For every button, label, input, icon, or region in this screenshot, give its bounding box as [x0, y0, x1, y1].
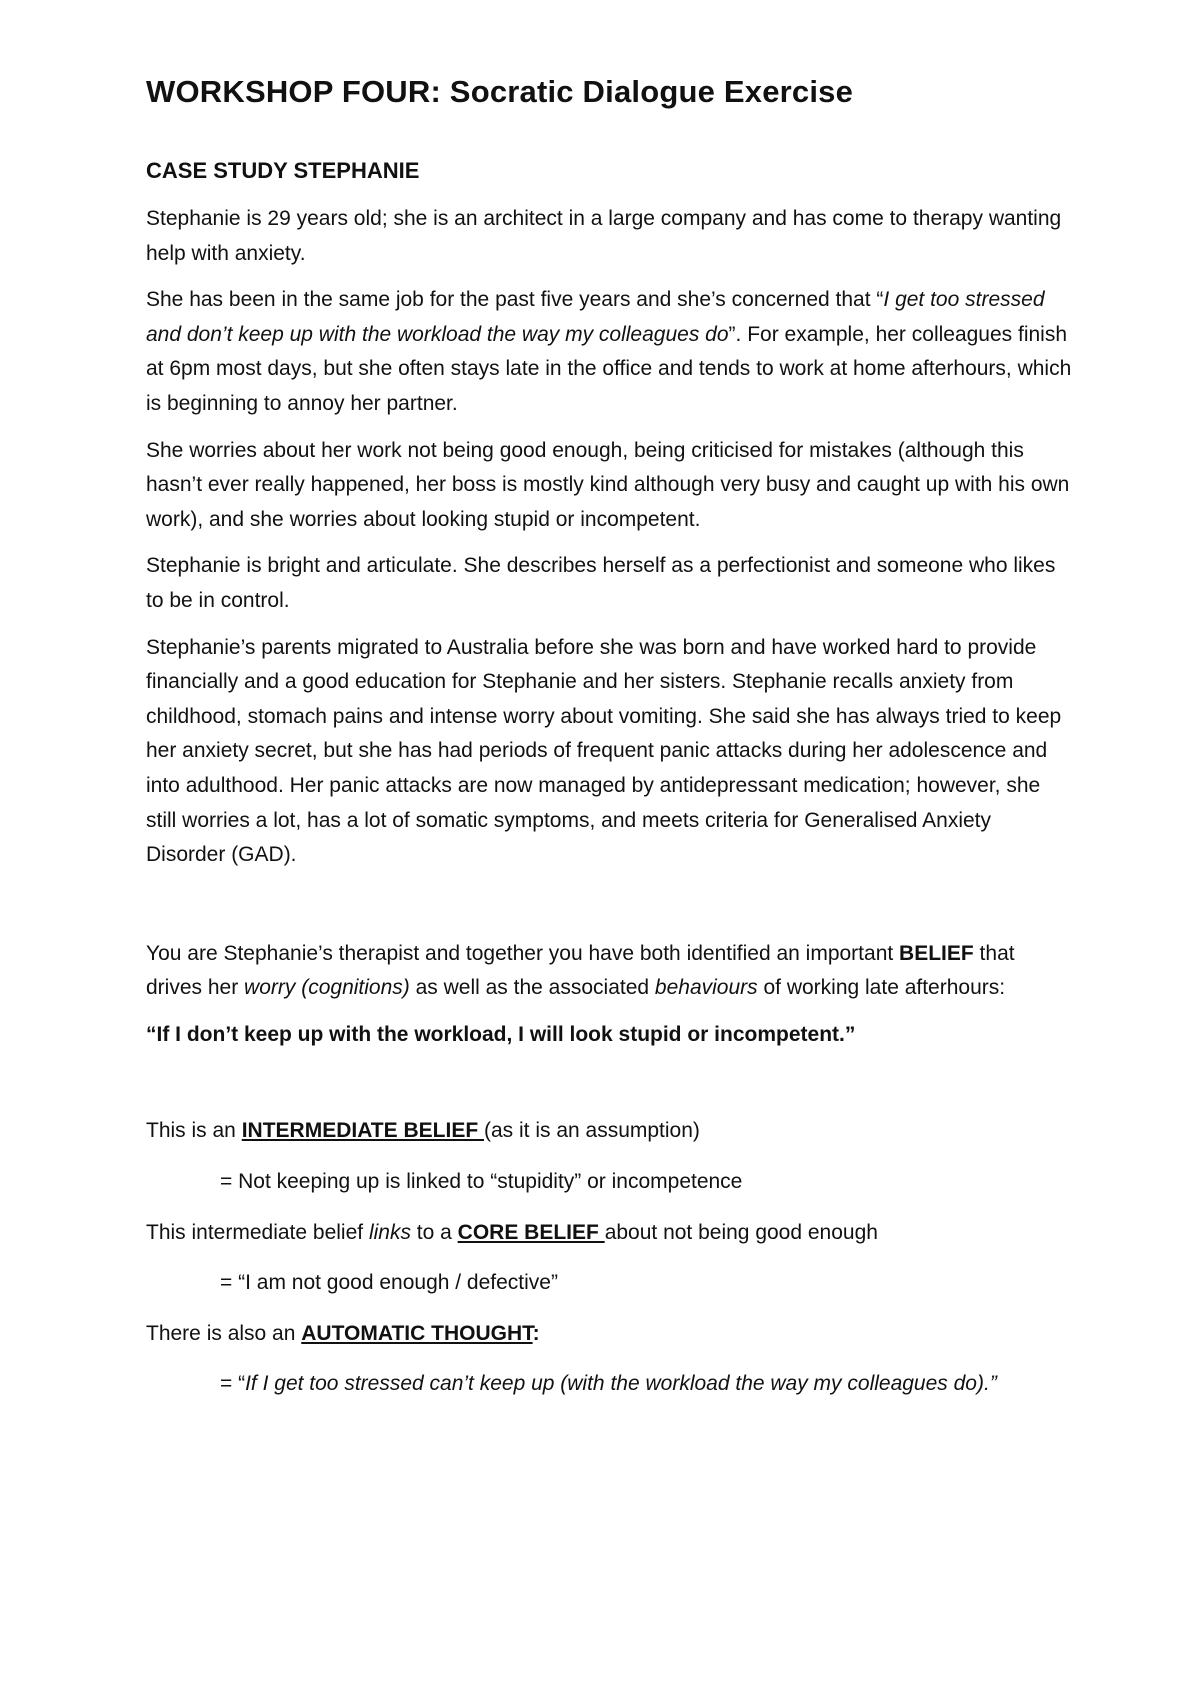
- intermediate-belief-label: INTERMEDIATE BELIEF: [241, 1119, 484, 1143]
- intermediate-text-b: (as it is an assumption): [483, 1119, 700, 1143]
- automatic-colon: :: [532, 1321, 540, 1345]
- core-belief-line: [146, 1216, 1076, 1251]
- behaviours-text: behaviours: [654, 976, 758, 1000]
- automatic-thought-line: [146, 1317, 1076, 1352]
- belief-label: BELIEF: [899, 941, 974, 965]
- core-text-c: about not being good enough: [604, 1220, 878, 1244]
- therapist-text-b: that drives her: [146, 941, 1015, 1000]
- paragraph-job: [146, 283, 1076, 421]
- automatic-thought-prefix: = “: [220, 1372, 246, 1396]
- paragraph-job-text-a: She has been in the same job for the past five years and she’s concerned that “: [146, 288, 884, 312]
- automatic-text-a: There is also an: [146, 1321, 302, 1345]
- therapist-text-c: as well as the associated: [409, 976, 655, 1000]
- links-text: links: [368, 1220, 411, 1244]
- core-belief-explanation: = “I am not good enough / defective”: [220, 1271, 558, 1295]
- paragraph-job-quote: I get too stressed and don’t keep up with the workload the way my colleagues do: [146, 288, 1045, 346]
- intermediate-text-a: This is an: [146, 1119, 242, 1143]
- paragraph-intro: Stephanie is 29 years old; she is an architect in a large company and has come to therapy wanting help with anxiety.: [146, 207, 1062, 265]
- automatic-thought-label: AUTOMATIC THOUGHT: [301, 1321, 533, 1345]
- intermediate-belief-explanation: = Not keeping up is linked to “stupidity” or incompetence: [220, 1170, 743, 1194]
- paragraph-therapist: [146, 937, 1076, 1006]
- case-study-heading: CASE STUDY STEPHANIE: [146, 158, 420, 183]
- intermediate-belief-line: [146, 1114, 1076, 1149]
- page-title: WORKSHOP FOUR: Socratic Dialogue Exercise: [146, 74, 854, 109]
- therapist-text-d: of working late afterhours:: [757, 976, 1006, 1000]
- core-text-a: This intermediate belief: [146, 1220, 369, 1244]
- worry-cognitions-text: worry (cognitions): [244, 976, 410, 1000]
- paragraph-job-text-b: ”. For example, her colleagues finish at 6pm most days, but she often stays late in the office and tends to work at home afterhours, which is beginning to annoy her partner.: [146, 322, 1072, 415]
- core-belief-label: CORE BELIEF: [457, 1220, 605, 1244]
- therapist-text-a: You are Stephanie’s therapist and together you have both identified an important: [146, 941, 900, 965]
- core-text-b: to a: [410, 1220, 458, 1244]
- automatic-thought-text: If I get too stressed can’t keep up (with the workload the way my colleagues do).”: [245, 1372, 997, 1396]
- paragraph-personality: Stephanie is bright and articulate. She describes herself as a perfectionist and someone who likes to be in control.: [146, 554, 1056, 612]
- key-belief-quote: “If I don’t keep up with the workload, I will look stupid or incompetent.”: [146, 1022, 856, 1046]
- automatic-thought-explanation: [146, 1367, 1076, 1402]
- document-content: [146, 72, 1076, 1402]
- paragraph-background: Stephanie’s parents migrated to Australia before she was born and have worked hard to provide financially and a good education for Stephanie and her sisters. Stephanie recalls anxiety from childhood, stomach pains and intense worry about vomiting. She said she has always tried to keep her anxiety secret, but she has had periods of frequent panic attacks during her adolescence and into adulthood. Her panic attacks are now managed by antidepressant medication; however, she still worries a lot, has a lot of somatic symptoms, and meets criteria for Generalised Anxiety Disorder (GAD).: [146, 635, 1062, 867]
- paragraph-worries: She worries about her work not being good enough, being criticised for mistakes (although this hasn’t ever really happened, her boss is mostly kind although very busy and caught up with his own work), and she worries about looking stupid or incompetent.: [146, 438, 1070, 531]
